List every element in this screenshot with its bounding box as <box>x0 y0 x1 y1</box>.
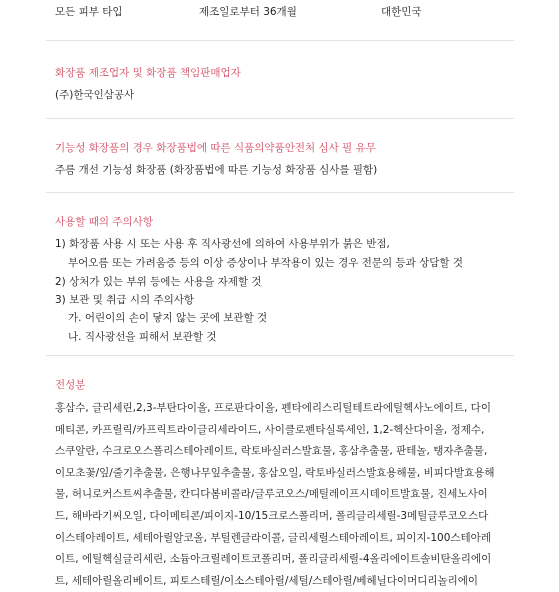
ingredient-line: 이모초꽃/잎/줄기추출물, 은행나무잎추출물, 홍삼오일, 락토바실러스발효용해물, 비피다발효용해 <box>55 466 495 479</box>
divider <box>46 355 514 356</box>
country-value: 대한민국 <box>381 6 422 18</box>
ingredient-line: 트, 세테아릴올리베이트, 피토스테릴/이소스테아릴/세틸/스테아릴/베헤닐다이머디리놀리에이 <box>55 574 479 587</box>
functional-title: 기능성 화장품의 경우 화장품법에 따른 식품의약품안전처 심사 필 유무 <box>55 142 376 154</box>
ingredient-line: 홍삼수, 글리세린,2,3-부탄다이올, 프로판다이올, 펜타에리스리틸테트라에틸헥사노에이트, 다이 <box>55 402 491 414</box>
ingredients-title: 전성분 <box>55 379 86 391</box>
precaution-line: 가. 어린이의 손이 닿지 않는 곳에 보관할 것 <box>68 312 268 324</box>
divider <box>46 192 514 193</box>
ingredient-line: 메티콘, 카프릴릭/카프릭트라이글리세라이드, 사이클로펜타실록세인, 1,2-헥산다이올, 정제수, <box>55 423 485 436</box>
ingredient-line: 이스테아레이트, 세테아릴알코올, 부틸렌글라이콜, 글리세릴스테아레이트, 피이지-100스테아레 <box>55 531 491 544</box>
precaution-line: 1) 화장품 사용 시 또는 사용 후 직사광선에 의하여 사용부위가 붉은 반점, <box>55 238 390 250</box>
precaution-line: 나. 직사광선을 피해서 보관할 것 <box>68 331 217 343</box>
manufacturer-title: 화장품 제조업자 및 화장품 책임판매업자 <box>55 67 241 79</box>
divider <box>46 118 514 119</box>
ingredient-line: 이트, 에틸헥실글리세린, 소듐아크릴레이트코폴리머, 폴리글리세릴-4올리에이트솔비탄올리에이 <box>55 553 492 566</box>
skin-type-value: 모든 피부 타입 <box>55 6 123 18</box>
divider <box>46 40 514 41</box>
manufacturer-value: (주)한국인삼공사 <box>55 89 135 101</box>
ingredients-list <box>55 398 515 592</box>
ingredient-line: 스쿠알란, 수크로오스폴리스테아레이트, 락토바실러스발효물, 홍삼추출물, 판테놀, 탱자추출물, <box>55 445 488 458</box>
precaution-line: 2) 상처가 있는 부위 등에는 사용을 자제할 것 <box>55 276 262 288</box>
precaution-line: 3) 보관 및 취급 시의 주의사항 <box>55 294 195 306</box>
precautions-title: 사용할 때의 주의사항 <box>55 216 153 228</box>
ingredient-line: 물, 허니로커스트씨추출물, 칸디다봄비콜라/글루코오스/메틸레이프시데이트발효물, 진세노사이 <box>55 488 488 501</box>
expiry-value: 제조일로부터 36개월 <box>199 6 297 18</box>
precaution-line: 부어오름 또는 가려움증 등의 이상 증상이나 부작용이 있는 경우 전문의 등과 상담할 것 <box>68 257 464 269</box>
functional-value: 주름 개선 기능성 화장품 (화장품법에 따른 기능성 화장품 심사를 필함) <box>55 164 378 176</box>
ingredient-line: 드, 해바라기씨오일, 다이메티콘/피이지-10/15크로스폴리머, 폴리글리세릴-3메틸글루코오스다 <box>55 509 489 522</box>
product-info-row <box>0 4 559 22</box>
